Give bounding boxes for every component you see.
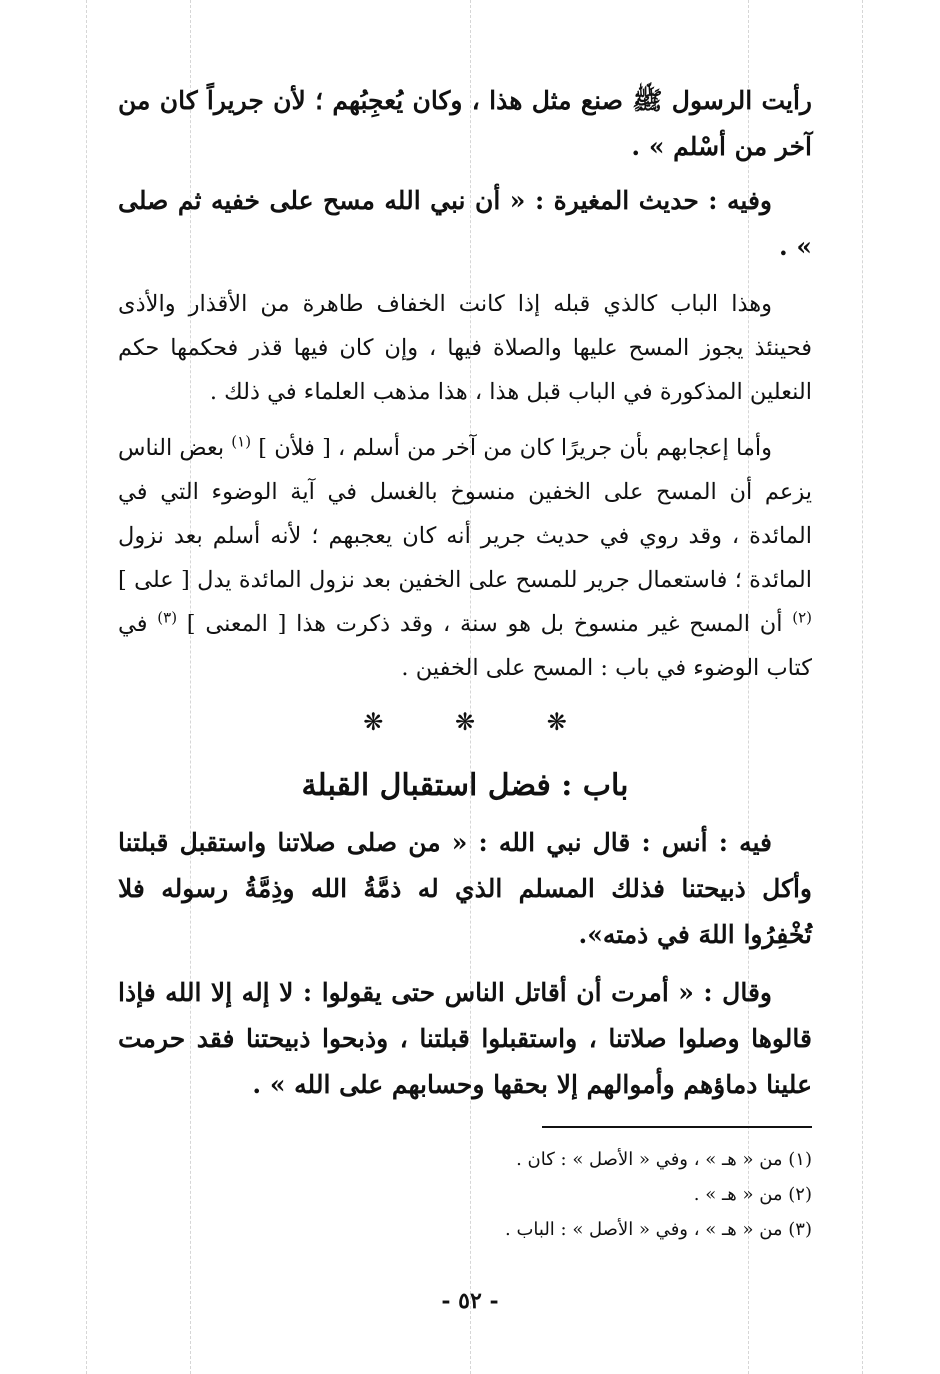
paragraph-text-segment: في كتاب الوضوء في باب : المسح على الخفين . bbox=[118, 611, 812, 681]
section-separator bbox=[118, 708, 812, 744]
scan-guide-line bbox=[862, 0, 863, 1374]
paragraph-commentary-khifaf: وهذا الباب كالذي قبله إذا كانت الخفاف طاهرة من الأقذار والأذى فحينئذ يجوز المسح عليها والصلاة فيها ، وإن كان فيها قذر فحكمها حكم النعلين المذكورة في الباب قبل هذا ، هذا مذهب العلماء في ذلك . bbox=[118, 291, 812, 405]
paragraph-text-segment: وأما إعجابهم بأن جريرًا كان من آخر من أسلم ، [ فلأن ] bbox=[258, 435, 773, 461]
paragraph-commentary-jarir bbox=[118, 426, 812, 690]
footnote-ref-2: (٢) bbox=[792, 608, 813, 627]
footnote-ref-3: (٣) bbox=[157, 608, 178, 627]
paragraph-text-segment: بعض الناس يزعم أن المسح على الخفين منسوخ بالغسل في آية الوضوء التي في المائدة ، وقد روي في حديث جرير أنه كان يعجبهم ؛ لأنه أسلم بعد نزول المائدة ؛ فاستعمال جرير للمسح على الخفين بعد نزول المائدة يدل [ على ] bbox=[118, 435, 812, 593]
paragraph-mughira-hadith: وفيه : حديث المغيرة : « أن نبي الله مسح على خفيه ثم صلى » . bbox=[118, 186, 812, 261]
footnote-divider bbox=[542, 1126, 812, 1128]
paragraph-text-segment: أن المسح غير منسوخ بل هو سنة ، وقد ذكرت هذا [ المعنى ] bbox=[186, 611, 783, 637]
paragraph-hadith-jarir-end: رأيت الرسول ﷺ صنع مثل هذا ، وكان يُعجِبُهم ؛ لأن جريراً كان من آخر من أسْلم » . bbox=[118, 86, 812, 161]
star-ornament-icon: ❋ bbox=[363, 708, 384, 736]
footnote-1: (١) من « هـ » ، وفي « الأصل » : كان . bbox=[516, 1149, 812, 1170]
footnote-2: (٢) من « هـ » . bbox=[693, 1184, 812, 1205]
page-body bbox=[118, 78, 812, 1247]
paragraph-second-hadith: وقال : « أمرت أن أقاتل الناس حتى يقولوا : لا إله إلا الله فإذا قالوها وصلوا صلاتنا ، واستقبلوا قبلتنا ، وذبحوا ذبيحتنا فقد حرمت علينا دماؤهم وأموالهم إلا بحقها وحسابهم على الله » . bbox=[118, 978, 812, 1099]
footnotes bbox=[118, 1142, 812, 1247]
star-ornament-icon: ❋ bbox=[454, 708, 476, 736]
footnote-3: (٣) من « هـ » ، وفي « الأصل » : الباب . bbox=[505, 1219, 812, 1240]
page-number: - ٥٢ - bbox=[441, 1288, 499, 1314]
footnote-ref-1: (١) bbox=[231, 432, 252, 451]
paragraph-anas-hadith: فيه : أنس : قال نبي الله : « من صلى صلاتنا واستقبل قبلتنا وأكل ذبيحتنا فذلك المسلم الذي له ذمَّةُ الله وذِمَّةُ رسوله فلا تُخْفِرُوا اللهَ في ذمته». bbox=[118, 828, 812, 949]
scan-guide-line bbox=[86, 0, 87, 1374]
star-ornament-icon: ❋ bbox=[546, 708, 567, 736]
chapter-title: باب : فضل استقبال القبلة bbox=[301, 768, 629, 803]
